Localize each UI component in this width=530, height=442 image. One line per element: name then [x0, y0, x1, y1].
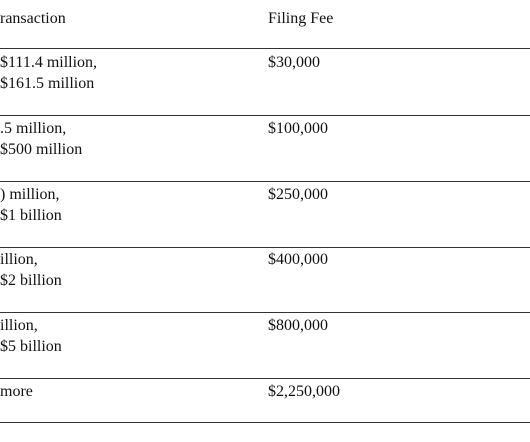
row-5-transaction [0, 315, 62, 357]
row-2-transaction [0, 118, 82, 160]
row-3-fee: $250,000 [268, 186, 328, 203]
row-3-transaction [0, 184, 62, 226]
row-divider [0, 181, 530, 182]
row-6-fee: $2,250,000 [268, 383, 340, 400]
row-3-transaction-line1: ) million, [0, 186, 60, 203]
header-transaction: ransaction [0, 10, 66, 27]
row-4-fee: $400,000 [268, 251, 328, 268]
row-2-transaction-line1: .5 million, [0, 120, 67, 137]
table-bottom-rule [0, 422, 530, 423]
row-divider [0, 312, 530, 313]
row-1-transaction [0, 52, 97, 94]
row-5-fee: $800,000 [268, 317, 328, 334]
row-4-transaction [0, 249, 62, 291]
row-1-transaction-line2: $161.5 million [0, 75, 95, 92]
row-5-transaction-line2: $5 billion [0, 338, 62, 355]
row-6-transaction-line1: more [0, 383, 33, 400]
row-5-transaction-line1: illion, [0, 317, 38, 334]
row-2-fee: $100,000 [268, 120, 328, 137]
row-divider [0, 378, 530, 379]
row-4-transaction-line1: illion, [0, 251, 38, 268]
row-2-transaction-line2: $500 million [0, 141, 83, 158]
row-3-transaction-line2: $1 billion [0, 207, 62, 224]
row-divider [0, 115, 530, 116]
row-1-fee: $30,000 [268, 54, 320, 71]
row-divider [0, 247, 530, 248]
row-1-transaction-line1: $111.4 million, [0, 54, 98, 71]
row-6-transaction [0, 381, 33, 402]
header-filing-fee: Filing Fee [268, 10, 334, 27]
header-divider [0, 48, 530, 49]
row-4-transaction-line2: $2 billion [0, 272, 62, 289]
